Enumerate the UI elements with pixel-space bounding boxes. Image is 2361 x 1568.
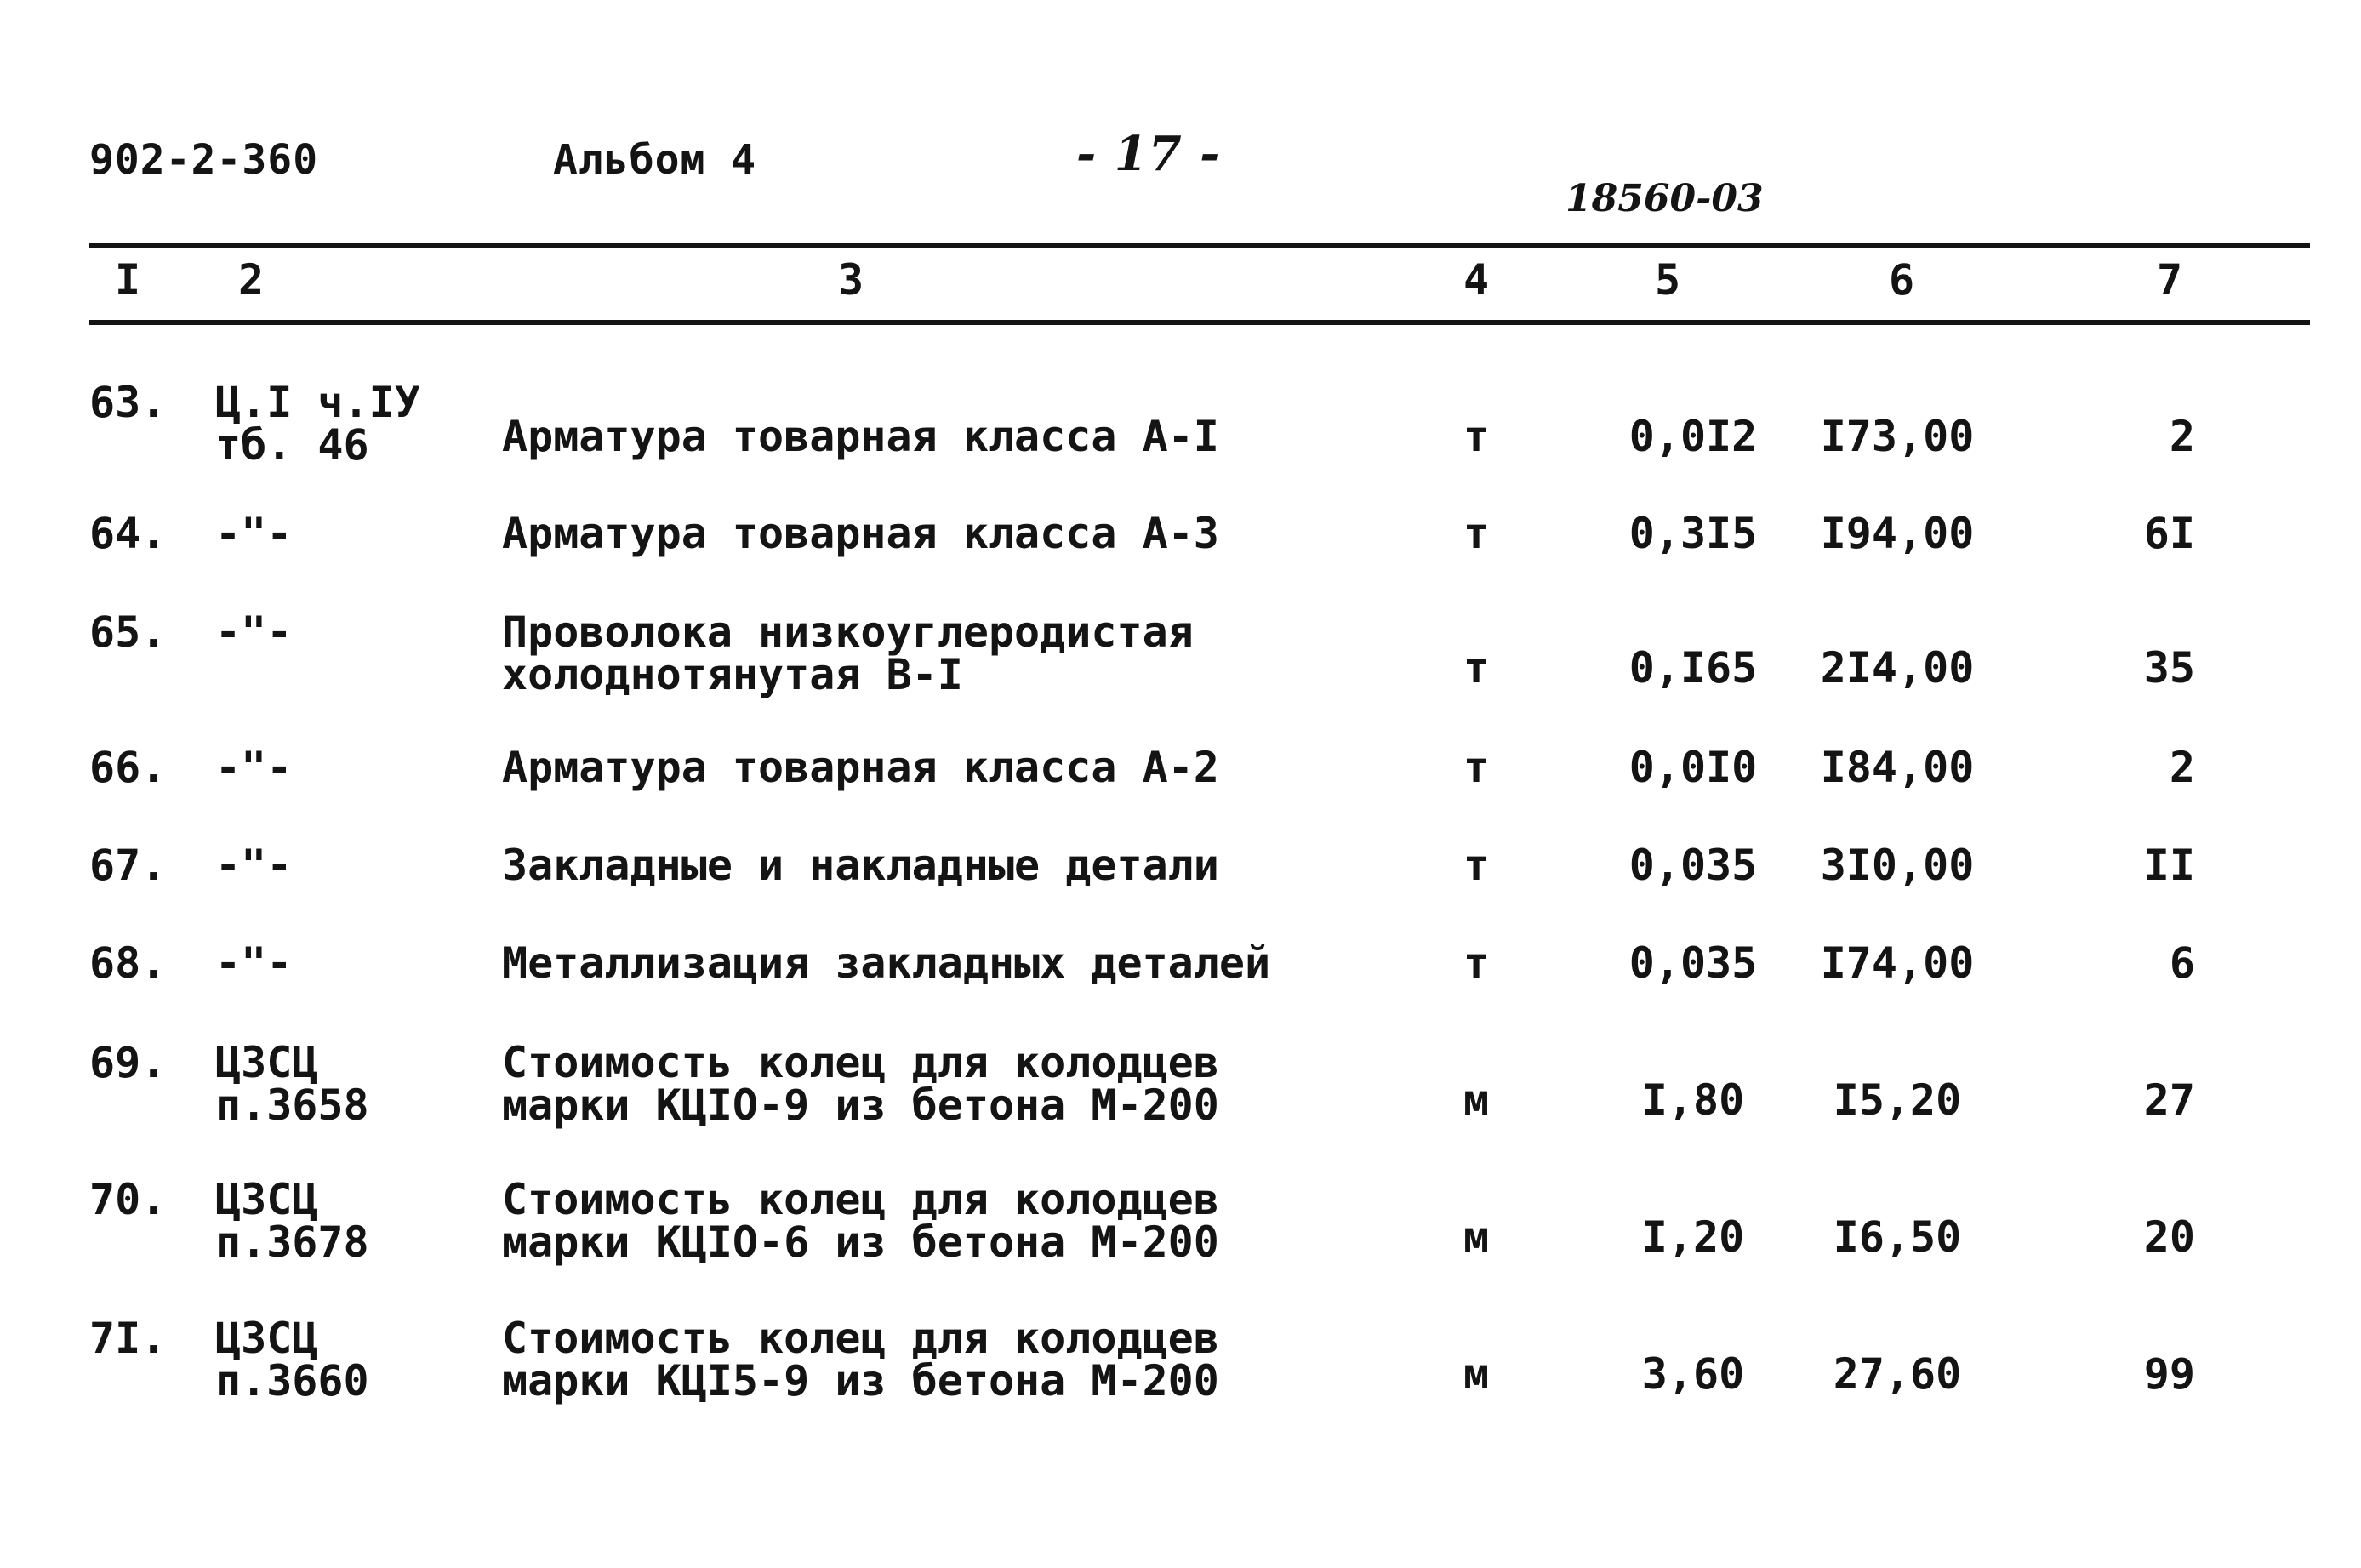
table-top-rule	[89, 243, 2310, 248]
column-header-3: 3	[837, 255, 864, 305]
table-header-bottom-rule	[89, 320, 2310, 325]
row-reference: ЦЗСЦ п.3660	[215, 1314, 369, 1405]
row-reference: -"-	[215, 938, 293, 988]
row-item-name: Закладные и накладные детали	[502, 841, 1219, 890]
row-total: 2	[2169, 412, 2195, 461]
row-total: 20	[2143, 1212, 2195, 1262]
row-reference: Ц.I ч.IУ тб. 46	[215, 378, 420, 470]
row-reference: ЦЗСЦ п.3658	[215, 1038, 369, 1130]
row-quantity: I,20	[1641, 1212, 1745, 1262]
row-unit: т	[1463, 412, 1490, 461]
row-quantity: 0,0I0	[1628, 743, 1758, 792]
row-quantity: 0,035	[1628, 938, 1758, 988]
row-unit-price: I5,20	[1833, 1075, 1962, 1125]
row-number: 7I.	[89, 1314, 167, 1363]
row-unit-price: I74,00	[1820, 938, 1975, 988]
row-item-name: Арматура товарная класса А-3	[502, 509, 1219, 558]
row-number: 68.	[89, 938, 167, 988]
column-header-7: 7	[2156, 255, 2183, 305]
row-unit-price: 2I4,00	[1820, 643, 1975, 693]
column-header-1: I	[114, 255, 141, 305]
row-total: 27	[2143, 1075, 2195, 1125]
column-header-2: 2	[237, 255, 265, 305]
row-item-name: Проволока низкоуглеродистая холоднотянутая В-I	[502, 607, 1194, 699]
row-quantity: 0,I65	[1628, 643, 1758, 693]
row-total: 6I	[2143, 509, 2195, 558]
column-header-5: 5	[1654, 255, 1681, 305]
row-reference: -"-	[215, 743, 293, 792]
row-number: 64.	[89, 509, 167, 558]
row-reference: -"-	[215, 509, 293, 558]
row-reference: -"-	[215, 607, 293, 657]
row-unit-price: I73,00	[1820, 412, 1975, 461]
row-number: 67.	[89, 841, 167, 890]
row-total: 2	[2169, 743, 2195, 792]
row-quantity: 0,0I2	[1628, 412, 1758, 461]
document-code: 902-2-360	[89, 136, 319, 184]
row-unit-price: I6,50	[1833, 1212, 1962, 1262]
row-quantity: 0,035	[1628, 841, 1758, 890]
row-item-name: Арматура товарная класса А-2	[502, 743, 1219, 792]
row-quantity: 0,3I5	[1628, 509, 1758, 558]
row-unit: т	[1463, 743, 1490, 792]
row-item-name: Стоимость колец для колодцев марки КЦIО-9 из бетона М-200	[502, 1038, 1219, 1130]
row-unit: т	[1463, 938, 1490, 988]
row-item-name: Металлизация закладных деталей	[502, 938, 1271, 988]
row-item-name: Арматура товарная класса А-I	[502, 412, 1219, 461]
row-total: 6	[2169, 938, 2195, 988]
row-reference: ЦЗСЦ п.3678	[215, 1175, 369, 1267]
row-item-name: Стоимость колец для колодцев марки КЦI5-9 из бетона М-200	[502, 1314, 1219, 1405]
row-number: 70.	[89, 1175, 167, 1224]
row-reference: -"-	[215, 841, 293, 890]
row-unit-price: I84,00	[1820, 743, 1975, 792]
row-unit-price: 27,60	[1833, 1349, 1962, 1399]
column-header-6: 6	[1888, 255, 1915, 305]
row-unit-price: 3I0,00	[1820, 841, 1975, 890]
row-total: 99	[2143, 1349, 2195, 1399]
row-total: II	[2143, 841, 2195, 890]
row-number: 65.	[89, 607, 167, 657]
row-item-name: Стоимость колец для колодцев марки КЦIО-6 из бетона М-200	[502, 1175, 1219, 1267]
row-total: 35	[2143, 643, 2195, 693]
column-header-4: 4	[1463, 255, 1490, 305]
page-number: - 17 -	[1076, 126, 1221, 182]
row-unit-price: I94,00	[1820, 509, 1975, 558]
row-unit: м	[1463, 1212, 1490, 1262]
row-quantity: 3,60	[1641, 1349, 1745, 1399]
archive-number: 18560-03	[1565, 177, 1764, 220]
row-unit: т	[1463, 643, 1490, 693]
row-number: 63.	[89, 378, 167, 427]
row-number: 69.	[89, 1038, 167, 1087]
row-unit: м	[1463, 1349, 1490, 1399]
row-unit: т	[1463, 841, 1490, 890]
album-label: Альбом 4	[553, 136, 757, 184]
row-unit: т	[1463, 509, 1490, 558]
row-unit: м	[1463, 1075, 1490, 1125]
row-number: 66.	[89, 743, 167, 792]
row-quantity: I,80	[1641, 1075, 1745, 1125]
